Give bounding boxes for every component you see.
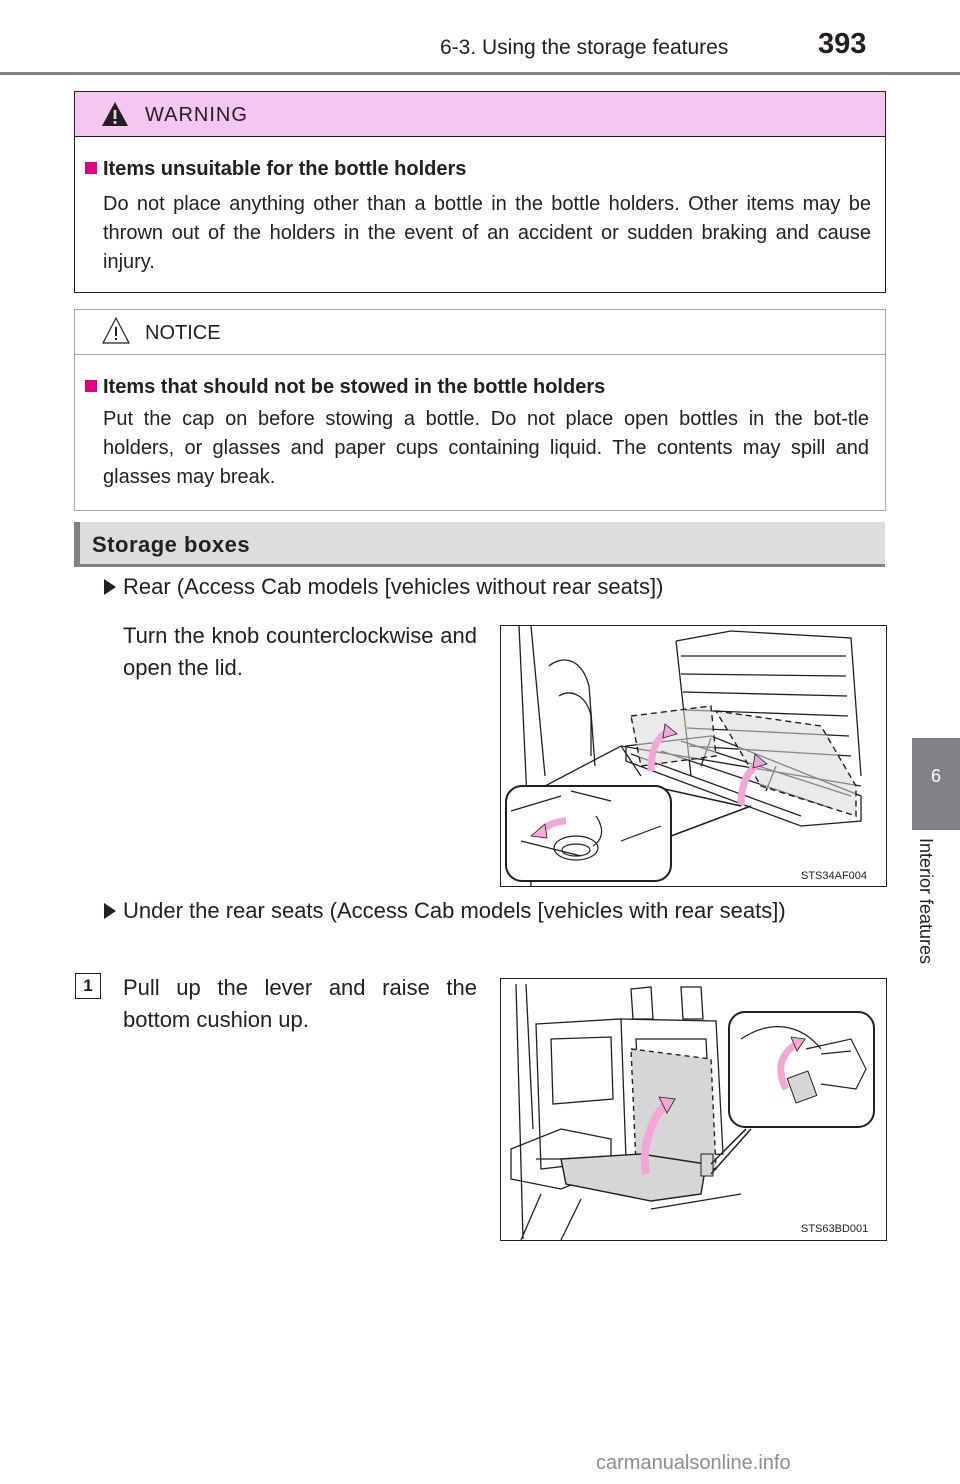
notice-heading-text: Items that should not be stowed in the bottle holders — [103, 376, 606, 398]
warning-heading — [85, 158, 466, 181]
page-header — [0, 0, 960, 78]
arrow-bullet-icon — [104, 903, 116, 919]
notice-text: Put the cap on before stowing a bottle. Do not place open bottles in the bot-tle holders, or glasses and paper cups containing liquid. The contents may spill and glasses may break. — [103, 408, 869, 488]
figure-storage-box-lid — [500, 625, 887, 887]
item-title: Rear (Access Cab models [vehicles without rear seats]) — [123, 574, 664, 599]
warning-icon — [101, 100, 129, 128]
notice-title: NOTICE — [145, 322, 221, 344]
section-heading — [74, 522, 885, 567]
chapter-tab — [912, 738, 960, 830]
chapter-label: Interior features — [916, 838, 936, 965]
warning-header — [75, 92, 885, 137]
square-bullet-icon — [85, 380, 97, 392]
item-text: Turn the knob counterclockwise and open the lid. — [123, 623, 477, 680]
caution-icon — [101, 316, 131, 346]
storage-box-illustration — [501, 626, 886, 886]
chapter-number: 6 — [930, 766, 941, 786]
warning-text: Do not place anything other than a bottle in the bottle holders. Other items may be thrown out of the holders in the event of an accident or sudden braking and cause injury. — [103, 193, 871, 273]
rear-seat-illustration — [501, 979, 886, 1240]
item-title: Under the rear seats (Access Cab models [vehicles with rear seats]) — [123, 898, 786, 923]
figure-code: STS34AF004 — [801, 870, 868, 882]
header-rule — [0, 72, 960, 75]
watermark: carmanualsonline.info — [596, 1452, 791, 1474]
notice-header — [75, 310, 885, 355]
section-heading-text: Storage boxes — [92, 532, 251, 557]
arrow-bullet-icon — [104, 579, 116, 595]
item-text: Pull up the lever and raise the bottom cushion up. — [123, 975, 477, 1032]
header-title: 6-3. Using the storage features — [440, 36, 729, 59]
page-number: 393 — [818, 28, 867, 60]
figure-rear-seat-cushion — [500, 978, 887, 1241]
figure-code: STS63BD001 — [801, 1223, 869, 1235]
section-heading-bar — [74, 522, 80, 567]
notice-box — [74, 309, 886, 511]
square-bullet-icon — [85, 162, 97, 174]
step-number-badge: 1 — [75, 973, 101, 999]
notice-heading — [85, 376, 605, 399]
warning-title: WARNING — [145, 104, 248, 126]
warning-box — [74, 91, 886, 293]
warning-heading-text: Items unsuitable for the bottle holders — [103, 158, 467, 180]
